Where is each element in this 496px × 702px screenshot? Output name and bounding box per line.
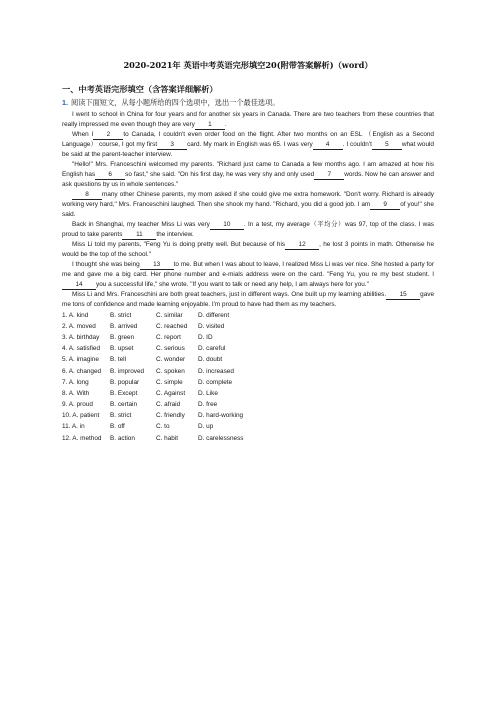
passage-text: "Hello!" Mrs. Franceschini welcomed my parents. "Richard just came to Canada a few months ago. I am amazed at how his English has <box>62 161 434 178</box>
passage-paragraph <box>62 160 434 190</box>
option-choice[interactable]: 4. A. satisfied <box>62 345 101 353</box>
option-row <box>62 422 434 433</box>
answer-blank[interactable]: 11 <box>122 231 156 240</box>
option-choice[interactable]: D. carelessness <box>198 434 244 442</box>
passage-text: of you!" she said. <box>62 201 434 218</box>
question-header <box>62 98 279 108</box>
option-choice[interactable]: 1. A. kind <box>62 311 89 319</box>
option-choice[interactable]: C. wonder <box>156 356 186 364</box>
passage-text: Miss Li told my parents, "Feng Yu is doing pretty well. But because of his <box>72 241 286 248</box>
option-choice[interactable]: D. ID <box>198 333 213 341</box>
option-choice[interactable]: B. tell <box>110 356 126 364</box>
option-choice[interactable]: C. reached <box>156 322 188 330</box>
option-row <box>62 344 434 355</box>
option-row <box>62 310 434 321</box>
passage-text: card. My mark in English was 65. I was very <box>187 141 313 148</box>
option-choice[interactable]: B. strict <box>110 412 132 420</box>
answer-blank[interactable]: 7 <box>314 171 344 180</box>
option-row <box>62 377 434 388</box>
option-choice[interactable]: D. Like <box>198 389 218 397</box>
option-choice[interactable]: D. doubt <box>198 356 223 364</box>
option-choice[interactable]: 3. A. birthday <box>62 333 100 341</box>
option-choice[interactable]: 7. A. long <box>62 378 89 386</box>
answer-blank[interactable]: 13 <box>140 261 174 270</box>
option-choice[interactable]: B. strict <box>110 311 132 319</box>
option-choice[interactable]: D. different <box>198 311 230 319</box>
passage-text: , he lost 3 points in math. Otherwise he would be the top of the school." <box>62 241 434 258</box>
passage-text: so fast," she said. "On his first day, he was very shy and only used <box>125 171 315 178</box>
answer-blank[interactable]: 1 <box>195 121 225 130</box>
option-choice[interactable]: C. serious <box>156 345 185 353</box>
option-choice[interactable]: C. spoken <box>156 367 185 375</box>
option-choice[interactable]: 12. A. method <box>62 434 102 442</box>
answer-blank[interactable]: 4 <box>313 141 343 150</box>
passage-text: what would be said at the parent-teacher interview. <box>62 141 434 158</box>
option-row <box>62 388 434 399</box>
option-row <box>62 321 434 332</box>
passage-text: you a successful life," she wrote. "If you want to talk or need any help, I am always here for you." <box>96 281 369 288</box>
option-row <box>62 433 434 444</box>
section-heading: 一、中考英语完形填空（含答案详细解析） <box>62 84 218 94</box>
passage-text: words. Now he can answer and ask questions by us in whole sentences." <box>62 171 434 188</box>
option-choice[interactable]: D. visited <box>198 322 225 330</box>
document-title: 2020-2021年 英语中考英语完形填空20(附带答案解析)（word） <box>123 60 373 70</box>
answer-blank[interactable]: 10 <box>210 221 244 230</box>
option-choice[interactable]: 5. A. imagine <box>62 356 99 364</box>
option-choice[interactable]: D. increased <box>198 367 234 375</box>
option-choice[interactable]: B. off <box>110 423 125 431</box>
option-choice[interactable]: C. habit <box>156 434 179 442</box>
passage-text: gave me tons of confidence and made learning enjoyable. I'm proud to have had them as my teachers. <box>62 291 434 308</box>
option-choice[interactable]: B. improved <box>110 367 145 375</box>
passage-paragraph <box>62 220 434 240</box>
answer-blank[interactable]: 3 <box>157 141 187 150</box>
passage-paragraph <box>62 240 434 260</box>
option-choice[interactable]: B. action <box>110 434 135 442</box>
options-list <box>62 310 434 444</box>
passage-text: Back in Shanghai, my teacher Miss Li was very <box>72 221 210 228</box>
passage-text: many other Chinese parents, my mom asked if she could give me extra homework. "Don't worry. Richard is already working very hard," Mrs. Franceschini laughed. Then she shook my hand. "Richard, you did a good job. I am <box>62 191 434 208</box>
option-choice[interactable]: D. complete <box>198 378 233 386</box>
answer-blank[interactable]: 15 <box>386 291 420 300</box>
option-row <box>62 355 434 366</box>
answer-blank[interactable]: 9 <box>370 201 400 210</box>
answer-blank[interactable]: 2 <box>93 131 123 140</box>
option-choice[interactable]: C. simple <box>156 378 183 386</box>
answer-blank[interactable]: 12 <box>285 241 319 250</box>
passage-text: I thought she was being <box>72 261 140 268</box>
option-choice[interactable]: B. popular <box>110 378 140 386</box>
option-choice[interactable]: C. report <box>156 333 181 341</box>
option-choice[interactable]: 8. A. With <box>62 389 90 397</box>
answer-blank[interactable]: 5 <box>372 141 402 150</box>
passage-text: the interview. <box>156 231 194 238</box>
option-choice[interactable]: D. up <box>198 423 214 431</box>
passage-text: to Canada, I couldn't even order food on the flight. After two months on an ESL （English as a Second Language） course, I got my first <box>62 131 434 148</box>
passage-paragraph <box>62 130 434 160</box>
option-choice[interactable]: 2. A. moved <box>62 322 96 330</box>
question-number: 1. <box>62 98 68 107</box>
option-choice[interactable]: B. upset <box>110 345 134 353</box>
passage-paragraph <box>62 260 434 290</box>
answer-blank[interactable]: 6 <box>95 171 125 180</box>
option-choice[interactable]: B. Except <box>110 389 138 397</box>
option-choice[interactable]: C. Against <box>156 389 186 397</box>
option-choice[interactable]: D. hard-working <box>198 412 244 420</box>
option-choice[interactable]: D. free <box>198 401 218 409</box>
passage-text: I went to school in China for four years and for another six years in Canada. There are two teachers from these countries that really impressed me even though they are very <box>62 111 434 128</box>
passage-paragraph <box>62 110 434 130</box>
option-row <box>62 400 434 411</box>
option-choice[interactable]: B. certain <box>110 401 137 409</box>
option-row <box>62 411 434 422</box>
option-choice[interactable]: 11. A. in <box>62 423 85 431</box>
option-choice[interactable]: C. similar <box>156 311 183 319</box>
answer-blank[interactable]: 8 <box>72 191 102 200</box>
option-choice[interactable]: 9. A. proud <box>62 401 93 409</box>
passage-text: . I couldn't <box>342 141 372 148</box>
passage-text: . In a test, my average（平均分）was 97, top of the class. I was proud to take parents <box>62 221 434 238</box>
option-choice[interactable]: B. arrived <box>110 322 138 330</box>
option-choice[interactable]: C. afraid <box>156 401 181 409</box>
passage-text: . <box>224 121 227 128</box>
passage-paragraph <box>62 290 434 310</box>
passage-text: When I <box>72 131 94 138</box>
passage-text: to me. But when I was about to leave, I realized Miss Li was ver nice. She hosted a party for me and gave me a big card. Her phone number and e-mials address were on the card. "Feng Yu, you re my best student. I <box>62 261 434 278</box>
option-row <box>62 366 434 377</box>
question-instruction: 阅读下面短文，从每小题所给的四个选项中，选出一个最佳选项。 <box>71 98 280 107</box>
option-choice[interactable]: 10. A. patient <box>62 412 100 420</box>
passage <box>62 110 434 310</box>
option-choice[interactable]: C. friendly <box>156 412 185 420</box>
option-row <box>62 332 434 343</box>
option-choice[interactable]: D. careful <box>198 345 226 353</box>
option-choice[interactable]: B. green <box>110 333 135 341</box>
option-choice[interactable]: 6. A. changed <box>62 367 102 375</box>
passage-body <box>62 110 434 444</box>
answer-blank[interactable]: 14 <box>62 281 96 290</box>
passage-text: Miss Li and Mrs. Franceschini are both great teachers, just in different ways. One built up my learning abilities. <box>72 291 387 298</box>
passage-paragraph <box>62 190 434 220</box>
option-choice[interactable]: C. to <box>156 423 170 431</box>
